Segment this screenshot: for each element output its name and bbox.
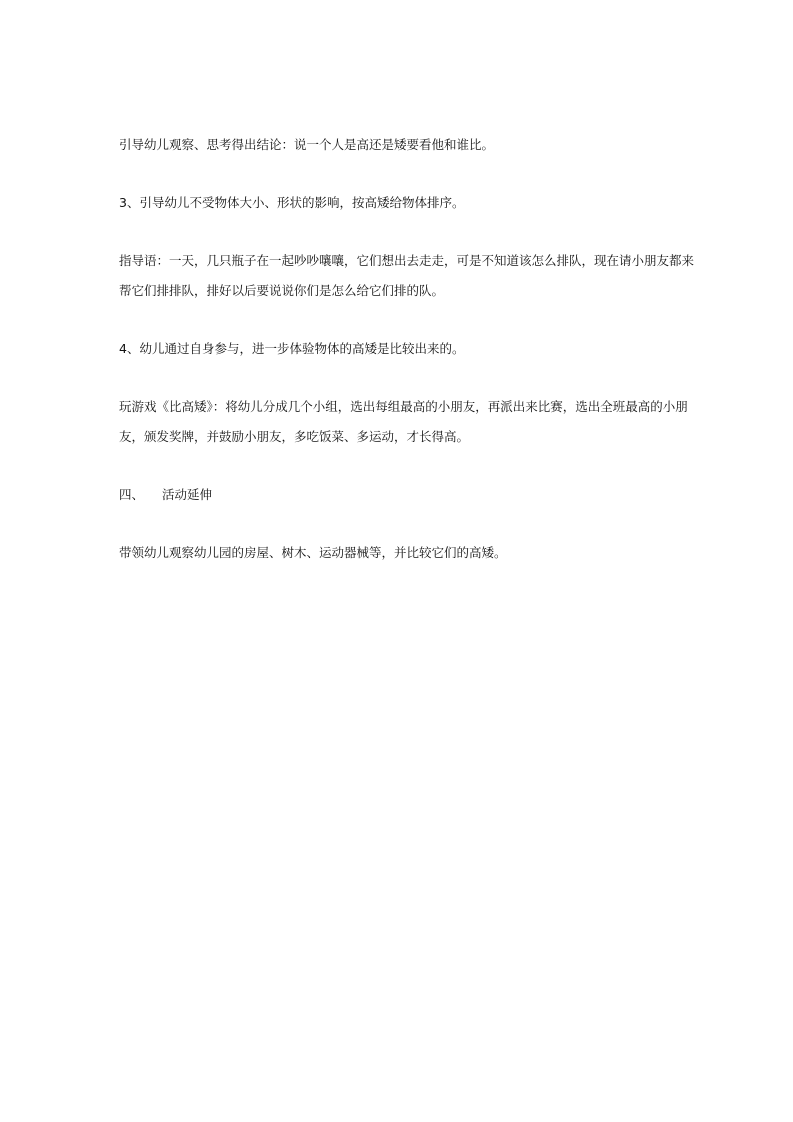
- section-4-title: 活动延伸: [162, 487, 213, 502]
- document-body: [119, 130, 695, 568]
- game-line-1: 玩游戏《比高矮》：将幼儿分成几个小组，选出每组最高的小朋友，再派出来比赛，选出全班最高的小朋: [119, 399, 688, 414]
- step-4-paragraph: 4、幼儿通过自身参与，进一步体验物体的高矮是比较出来的。: [119, 341, 465, 356]
- guide-line-2: 帮它们排排队，排好以后要说说你们是怎么给它们排的队。: [119, 283, 445, 298]
- guide-line-1: 指导语：一天，几只瓶子在一起吵吵嚷嚷，它们想出去走走，可是不知道该怎么排队，现在请小朋友都来: [119, 253, 695, 268]
- game-line-2: 友，颁发奖牌，并鼓励小朋友，多吃饭菜、多运动，才长得高。: [119, 429, 470, 444]
- section-4-number: 四、: [119, 487, 145, 502]
- step-3-paragraph: 3、引导幼儿不受物体大小、形状的影响，按高矮给物体排序。: [119, 195, 465, 210]
- extension-paragraph: 带领幼儿观察幼儿园的房屋、树木、运动器械等，并比较它们的高矮。: [119, 545, 507, 560]
- section-4-heading: [119, 480, 679, 510]
- conclusion-paragraph: 引导幼儿观察、思考得出结论：说一个人是高还是矮要看他和谁比。: [119, 137, 495, 152]
